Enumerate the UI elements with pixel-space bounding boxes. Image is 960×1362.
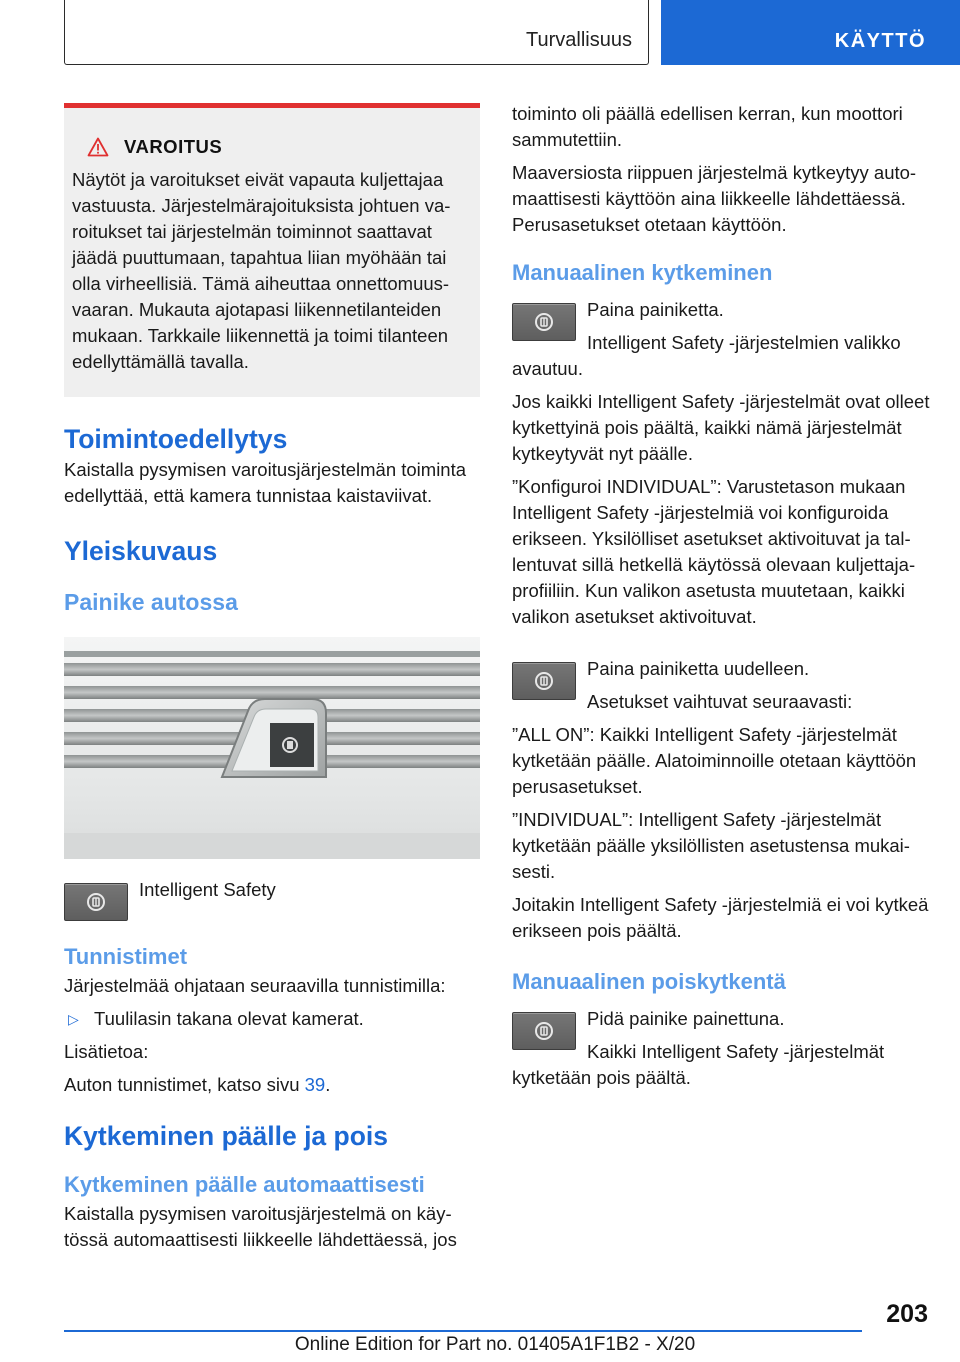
paragraph-konfiguroi: ”Konfiguroi INDIVIDUAL”: Varustetason mukaan Intelligent Safety -järjestelmiä voi konfiguroida erikseen. Yksilölliset asetukset aktivoituvat ja tallentuvat sillä hetkellä käytössä olevaan kuljettajaprofiiliin. Kun valikon asetusta muutetaan, kaikki valikon asetukset aktivoituvat. [512, 476, 916, 627]
step-press-button: Paina painiketta. [587, 299, 724, 320]
step-hold-button: Pidä painike painettuna. [587, 1008, 785, 1029]
warning-box [64, 103, 480, 397]
press-again-step [512, 656, 930, 722]
footer-edition: Online Edition for Part no. 01405A1F1B2 - X/20 [294, 1334, 696, 1355]
right-column [512, 101, 930, 1098]
heading-kytkeminen-automaattisesti: Kytkeminen päälle automaattisesti [64, 1172, 425, 1197]
step-settings-change: Asetukset vaihtuvat seuraavasti: [587, 691, 853, 712]
paragraph-if-all-off: Jos kaikki Intelligent Safety -järjestelmät ovat olleet kytkettyinä pois päältä, kaikki nämä järjestelmät kytkeytyvät nyt päälle. [512, 391, 930, 464]
press-button-step [512, 297, 930, 382]
heading-manuaalinen-poiskytkenta: Manuaalinen poiskytkentä [512, 969, 786, 994]
intelligent-safety-icon [512, 1012, 576, 1050]
heading-painike-autossa: Painike autossa [64, 589, 238, 615]
heading-manuaalinen-kytkeminen: Manuaalinen kytkeminen [512, 260, 773, 285]
intelligent-safety-label: Intelligent Safety [139, 879, 276, 900]
intelligent-safety-icon [512, 303, 576, 341]
intelligent-safety-legend [64, 877, 480, 939]
paragraph-lisatietoa: Lisätietoa: [64, 1041, 149, 1062]
left-column [64, 103, 480, 1260]
step-menu-opens: Intelligent Safety -järjestelmien valikko avautuu. [512, 332, 901, 379]
bullet-text: Tuulilasin takana olevat kamerat. [94, 1008, 364, 1029]
header-chapter-tab [661, 0, 960, 65]
paragraph-continued: toiminto oli päällä edellisen kerran, kun moottori sammutettiin. [512, 103, 903, 150]
page-number: 203 [886, 1300, 928, 1328]
heading-toimintoedellytys: Toimintoedellytys [64, 424, 288, 454]
paragraph-all-on: ”ALL ON”: Kaikki Intelligent Safety -järjestelmät kytketään päälle. Alatoiminnoille otetaan käyttöön perusasetukset. [512, 724, 917, 797]
heading-yleiskuvaus: Yleiskuvaus [64, 536, 218, 566]
header-section-tab [64, 0, 649, 65]
heading-kytkeminen: Kytkeminen päälle ja pois [64, 1121, 389, 1151]
hold-button-step [512, 1006, 930, 1091]
list-item [64, 1006, 480, 1032]
paragraph-automaattisesti: Kaistalla pysymisen varoitusjärjestelmä on käytössä automaattisesti liikkeelle lähdettäessä, jos [64, 1203, 457, 1250]
bullet-triangle-icon: ▷ [68, 1011, 79, 1027]
paragraph-toimintoedellytys: Kaistalla pysymisen varoitusjärjestelmän toiminta edellyttää, että kamera tunnistaa kaistaviivat. [64, 459, 467, 506]
intelligent-safety-icon [512, 662, 576, 700]
button-location-photo [64, 637, 480, 859]
warning-text: Näytöt ja varoitukset eivät vapauta kuljettajaa vastuusta. Järjestelmärajoituksista johtuen varoitukset tai järjestelmän toiminnot saattavat jäädä puuttumaan, tapahtua liian myöhään tai olla virheellisiä. Tämä aiheuttaa onnettomuusvaaran. Mukauta ajotapasi liikennetilanteiden mukaan. Tarkkaile liikennettä ja toimi tilanteen edellyttämällä tavalla. [72, 169, 451, 372]
paragraph-auton-tunnistimet [64, 1072, 480, 1098]
header-section-title: Turvallisuus [526, 29, 632, 51]
intelligent-safety-icon [64, 883, 128, 921]
step-all-off: Kaikki Intelligent Safety -järjestelmät kytketään pois päältä. [512, 1041, 885, 1088]
warning-title: VAROITUS [124, 136, 223, 157]
paragraph-some-systems: Joitakin Intelligent Safety -järjestelmiä ei voi kytkeä erikseen pois päältä. [512, 894, 929, 941]
header-chapter-title: KÄYTTÖ [834, 30, 926, 52]
paragraph-individual: ”INDIVIDUAL”: Intelligent Safety -järjestelmät kytketään päälle yksilöllisten asetustensa mukaisesti. [512, 809, 910, 882]
heading-tunnistimet: Tunnistimet [64, 944, 188, 969]
step-press-again: Paina painiketta uudelleen. [587, 658, 810, 679]
warning-triangle-icon [72, 137, 124, 157]
footer-divider [64, 1330, 862, 1332]
page-link-39[interactable]: 39 [304, 1074, 326, 1095]
paragraph-maaversio: Maaversiosta riippuen järjestelmä kytkeytyy automaattisesti käyttöön aina liikkeelle lähdettäessä. Perusasetukset otetaan käyttöön. [512, 162, 917, 235]
paragraph-tunnistimet: Järjestelmää ohjataan seuraavilla tunnistimilla: [64, 975, 446, 996]
auton-tunnistimet-suffix: . [325, 1074, 331, 1095]
auton-tunnistimet-text: Auton tunnistimet, katso sivu [64, 1074, 305, 1095]
